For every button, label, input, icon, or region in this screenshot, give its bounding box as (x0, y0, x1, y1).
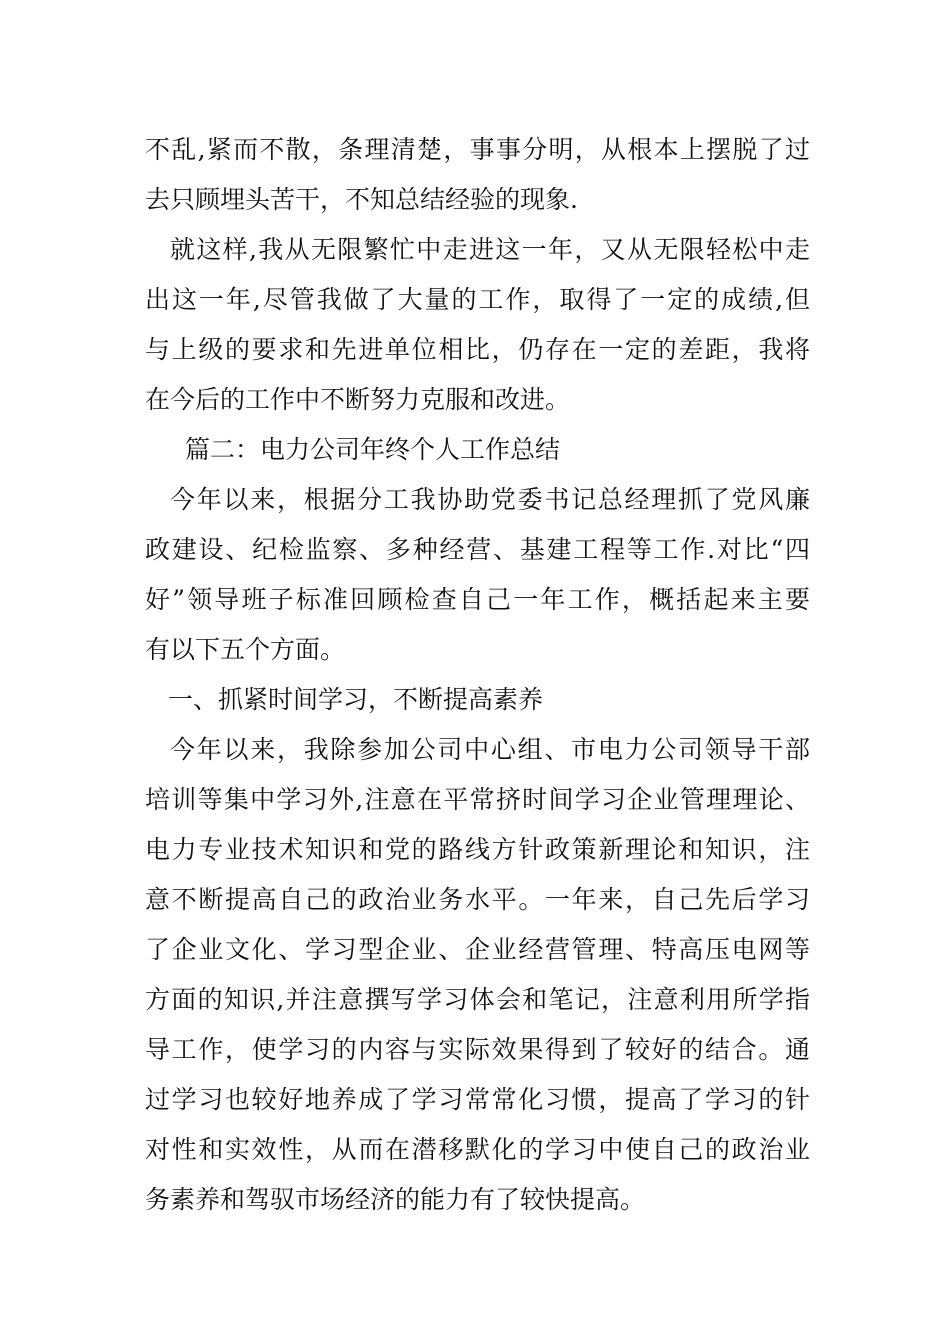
text-line: 在今后的工作中不断努力克服和改进。 (145, 385, 571, 414)
text-line: 今年以来，我除参加公司中心组、市电力公司领导干部 (170, 735, 810, 764)
text-line: 去只顾埋头苦干，不知总结经验的现象. (145, 185, 578, 214)
text-line: 对性和实效性，从而在潜移默化的学习中使自己的政治业 (145, 1135, 810, 1164)
text-line: 今年以来，根据分工我协助党委书记总经理抓了党风廉 (170, 485, 810, 514)
text-line: 务素养和驾驭市场经济的能力有了较快提高。 (145, 1185, 646, 1214)
text-line: 培训等集中学习外,注意在平常挤时间学习企业管理理论、 (145, 785, 810, 814)
section-title: 篇二：电力公司年终个人工作总结 (185, 435, 561, 464)
text-line: 与上级的要求和先进单位相比，仍存在一定的差距，我将 (145, 335, 810, 364)
text-line: 电力专业技术知识和党的路线方针政策新理论和知识，注 (145, 835, 810, 864)
text-line: 好”领导班子标准回顾检查自己一年工作，概括起来主要 (145, 585, 810, 614)
text-line: 不乱,紧而不散，条理清楚，事事分明，从根本上摆脱了过 (145, 135, 810, 164)
text-line: 有以下五个方面。 (145, 635, 346, 664)
text-line: 出这一年,尽管我做了大量的工作，取得了一定的成绩,但 (145, 285, 810, 314)
text-line: 政建设、纪检监察、多种经营、基建工程等工作.对比“四 (145, 535, 810, 564)
text-line: 意不断提高自己的政治业务水平。一年来，自己先后学习 (145, 885, 810, 914)
text-line: 就这样,我从无限繁忙中走进这一年，又从无限轻松中走 (170, 235, 810, 264)
text-line: 过学习也较好地养成了学习常常化习惯，提高了学习的针 (145, 1085, 810, 1114)
text-line: 导工作，使学习的内容与实际效果得到了较好的结合。通 (145, 1035, 810, 1064)
text-line: 方面的知识,并注意撰写学习体会和笔记，注意利用所学指 (145, 985, 810, 1014)
text-line: 了企业文化、学习型企业、企业经营管理、特高压电网等 (145, 935, 810, 964)
subsection-title: 一、抓紧时间学习，不断提高素养 (168, 685, 544, 714)
